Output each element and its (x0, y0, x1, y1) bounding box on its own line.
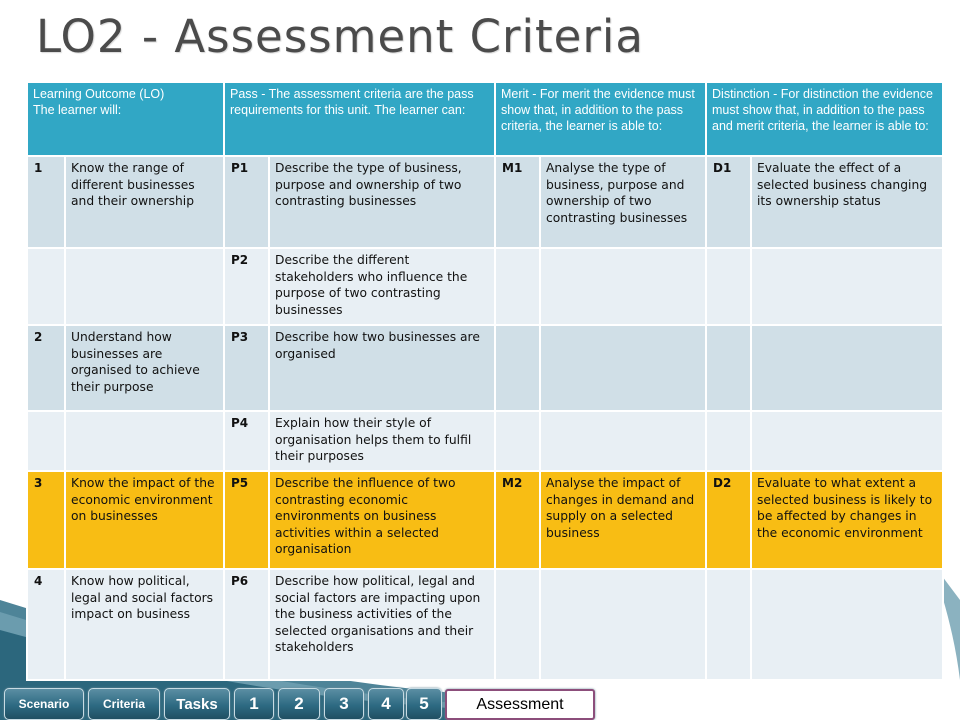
lo-text: Know the range of different businesses and their ownership (65, 156, 224, 248)
header-pass: Pass - The assessment criteria are the pass requirements for this unit. The learner can: (224, 82, 495, 156)
pass-text: Describe how political, legal and social factors are impacting upon the business activities of the selected organisations and their stakeholders (269, 569, 495, 680)
pass-code: P3 (224, 325, 269, 411)
merit-code: M1 (495, 156, 540, 248)
nav-task-1-button[interactable]: 1 (234, 688, 274, 720)
nav-task-4-button[interactable]: 4 (368, 688, 404, 720)
merit-code: M2 (495, 471, 540, 569)
nav-task-5-button[interactable]: 5 (406, 688, 442, 720)
table-header-row (27, 82, 943, 156)
header-merit: Merit - For merit the evidence must show that, in addition to the pass criteria, the learner is able to: (495, 82, 706, 156)
nav-criteria-button[interactable]: Criteria (88, 688, 160, 720)
table-row (27, 411, 943, 471)
distinction-code: D2 (706, 471, 751, 569)
merit-code (495, 248, 540, 325)
pass-text: Describe the type of business, purpose and ownership of two contrasting businesses (269, 156, 495, 248)
distinction-code (706, 248, 751, 325)
distinction-text (751, 569, 943, 680)
lo-number: 1 (27, 156, 65, 248)
pass-text: Explain how their style of organisation helps them to fulfil their purposes (269, 411, 495, 471)
lo-text (65, 248, 224, 325)
nav-tasks-button[interactable]: Tasks (164, 688, 230, 720)
merit-code (495, 569, 540, 680)
nav-task-2-button[interactable]: 2 (278, 688, 320, 720)
distinction-text: Evaluate to what extent a selected business is likely to be affected by changes in the economic environment (751, 471, 943, 569)
nav-scenario-button[interactable]: Scenario (4, 688, 84, 720)
merit-code (495, 325, 540, 411)
merit-text: Analyse the type of business, purpose and ownership of two contrasting businesses (540, 156, 706, 248)
header-learning-outcome: Learning Outcome (LO) The learner will: (27, 82, 224, 156)
lo-number (27, 248, 65, 325)
pass-code: P4 (224, 411, 269, 471)
distinction-text (751, 325, 943, 411)
table-row (27, 569, 943, 680)
distinction-code (706, 325, 751, 411)
merit-text (540, 248, 706, 325)
table-row (27, 325, 943, 411)
lo-number (27, 411, 65, 471)
assessment-criteria-table (26, 81, 944, 681)
pass-code: P5 (224, 471, 269, 569)
header-distinction: Distinction - For distinction the evidence must show that, in addition to the pass and merit criteria, the learner is able to: (706, 82, 943, 156)
pass-code: P6 (224, 569, 269, 680)
distinction-text: Evaluate the effect of a selected business changing its ownership status (751, 156, 943, 248)
merit-code (495, 411, 540, 471)
merit-text (540, 325, 706, 411)
lo-text: Know how political, legal and social factors impact on business (65, 569, 224, 680)
pass-code: P1 (224, 156, 269, 248)
table-row-highlighted (27, 471, 943, 569)
pass-text: Describe how two businesses are organised (269, 325, 495, 411)
navigation-bar (0, 688, 960, 720)
lo-number: 2 (27, 325, 65, 411)
lo-text (65, 411, 224, 471)
lo-number: 3 (27, 471, 65, 569)
nav-assessment-button[interactable]: Assessment (445, 689, 595, 720)
merit-text (540, 411, 706, 471)
lo-number: 4 (27, 569, 65, 680)
distinction-code: D1 (706, 156, 751, 248)
lo-text: Know the impact of the economic environment on businesses (65, 471, 224, 569)
table-row (27, 248, 943, 325)
merit-text (540, 569, 706, 680)
lo-text: Understand how businesses are organised to achieve their purpose (65, 325, 224, 411)
distinction-code (706, 411, 751, 471)
nav-task-3-button[interactable]: 3 (324, 688, 364, 720)
pass-text: Describe the influence of two contrasting economic environments on business activities within a selected organisation (269, 471, 495, 569)
slide-title: LO2 - Assessment Criteria (36, 10, 644, 63)
pass-text: Describe the different stakeholders who influence the purpose of two contrasting businesses (269, 248, 495, 325)
distinction-code (706, 569, 751, 680)
distinction-text (751, 411, 943, 471)
pass-code: P2 (224, 248, 269, 325)
table-row (27, 156, 943, 248)
merit-text: Analyse the impact of changes in demand and supply on a selected business (540, 471, 706, 569)
distinction-text (751, 248, 943, 325)
